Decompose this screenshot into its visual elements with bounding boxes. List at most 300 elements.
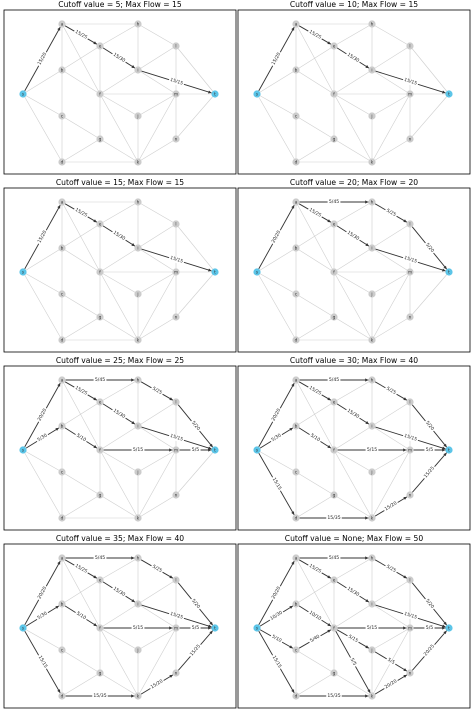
edge-d-g <box>296 492 336 518</box>
edge-h-l <box>136 21 176 46</box>
edge-g-k <box>332 492 372 518</box>
panel-title: Cutoff value = 10; Max Flow = 15 <box>289 0 419 9</box>
node-label-f: f <box>99 447 101 453</box>
flow-label-h-l <box>384 385 398 397</box>
flow-label-text: 5/20 <box>424 420 435 432</box>
flow-label-e-i <box>111 51 127 65</box>
node-label-j: j <box>137 647 139 653</box>
node-label-f: f <box>333 91 335 97</box>
edge-layer <box>23 199 215 340</box>
flow-label-b-f <box>307 609 323 623</box>
flow-label-text: 20/20 <box>271 408 283 423</box>
flow-label-text: 15/25 <box>423 466 436 480</box>
node-label-n: n <box>174 492 178 498</box>
node-label-b: b <box>60 601 64 607</box>
node-label-b: b <box>294 601 298 607</box>
node-label-j: j <box>371 647 373 653</box>
edge-layer <box>257 200 449 340</box>
edge-g-k <box>332 314 372 340</box>
flow-label-text: 5/20 <box>424 598 435 610</box>
node-label-s: s <box>21 91 25 97</box>
edge-s-b <box>23 245 64 272</box>
edge-e-h <box>334 21 374 46</box>
edge-s-d <box>255 91 296 162</box>
node-label-l: l <box>409 399 411 405</box>
panel-1 <box>4 0 236 174</box>
flow-label-h-l <box>150 385 164 397</box>
edge-s-b <box>257 67 298 94</box>
node-label-c: c <box>294 291 298 297</box>
node-label-m: m <box>173 269 179 275</box>
node-label-a: a <box>60 199 64 205</box>
edge-k-m <box>372 269 413 340</box>
node-label-h: h <box>370 377 374 383</box>
edge-s-c <box>21 447 62 472</box>
edge-f-i <box>100 245 139 272</box>
node-label-i: i <box>371 67 373 73</box>
node-label-f: f <box>333 625 335 631</box>
edge-b-e <box>296 221 336 248</box>
edge-i-l <box>138 43 177 70</box>
flow-label-text: 5/45 <box>328 199 340 205</box>
flow-label-i-t <box>402 77 419 88</box>
node-label-g: g <box>332 314 336 320</box>
node-label-i: i <box>371 245 373 251</box>
flow-arrowhead <box>169 626 172 629</box>
node-label-h: h <box>370 21 374 27</box>
edge-c-g <box>60 113 100 139</box>
flow-arrowhead <box>365 556 368 559</box>
flow-label-text: 5/5 <box>425 625 434 631</box>
edge-i-l <box>372 577 411 604</box>
flow-label-e-i <box>345 407 361 421</box>
edge-f-k <box>333 91 372 162</box>
flow-label-d-k <box>326 515 342 521</box>
edge-j-m <box>138 91 179 116</box>
flow-label-text: 15/15 <box>169 433 184 443</box>
node-label-c: c <box>294 647 298 653</box>
flow-label-text: 5/15 <box>132 447 144 453</box>
flow-label-s-a <box>36 229 49 246</box>
edge-layer <box>23 378 215 518</box>
node-label-e: e <box>332 43 336 49</box>
edge-b-e <box>296 399 336 426</box>
flow-label-n-t <box>422 643 437 659</box>
node-label-l: l <box>409 577 411 583</box>
node-label-d: d <box>60 693 64 699</box>
flow-label-k-n <box>149 678 165 691</box>
edge-d-g <box>62 136 102 162</box>
flow-label-a-e <box>73 562 90 575</box>
node-label-c: c <box>60 113 64 119</box>
flow-label-text: 5/45 <box>94 377 106 383</box>
flow-arrowhead <box>131 556 134 559</box>
flow-label-text: 20/20 <box>271 586 283 601</box>
edge-s-d <box>21 91 62 162</box>
flow-label-a-h <box>94 377 107 383</box>
node-label-m: m <box>173 91 179 97</box>
edge-d-g <box>62 670 102 696</box>
flow-label-text: 15/15 <box>403 255 418 265</box>
flow-label-text: 15/25 <box>307 207 322 219</box>
edge-c-g <box>60 291 100 317</box>
edge-g-k <box>332 670 372 696</box>
node-label-g: g <box>98 670 102 676</box>
node-label-l: l <box>175 43 177 49</box>
node-label-g: g <box>98 492 102 498</box>
edge-c-g <box>294 647 334 673</box>
edge-layer <box>257 378 447 519</box>
node-label-a: a <box>294 21 298 27</box>
edge-n-t <box>173 269 216 317</box>
node-label-g: g <box>332 670 336 676</box>
flow-label-text: 15/30 <box>111 52 126 64</box>
flow-label-text: 10/10 <box>307 610 322 622</box>
node-label-t: t <box>214 625 216 631</box>
edge-d-g <box>62 314 102 340</box>
node-label-i: i <box>137 245 139 251</box>
flow-label-s-b <box>269 432 283 444</box>
node-label-k: k <box>370 159 374 165</box>
flow-label-a-h <box>328 377 341 383</box>
flow-label-e-i <box>345 51 361 65</box>
node-label-g: g <box>98 314 102 320</box>
flow-label-text: 15/15 <box>36 655 48 670</box>
flow-label-text: 5/45 <box>328 555 340 561</box>
flow-label-a-e <box>73 384 90 397</box>
flow-label-f-m <box>132 447 145 453</box>
node-label-b: b <box>294 67 298 73</box>
edge-d-g <box>296 670 336 696</box>
flow-label-text: 15/15 <box>403 77 418 87</box>
edge-i-l <box>372 221 411 248</box>
node-label-n: n <box>408 670 412 676</box>
flow-label-text: 15/20 <box>271 52 283 67</box>
node-label-d: d <box>294 337 298 343</box>
flow-label-f-m <box>366 447 379 453</box>
node-label-n: n <box>408 136 412 142</box>
flow-label-n-t <box>422 465 437 481</box>
flow-label-text: 15/25 <box>73 563 88 575</box>
node-label-i: i <box>371 601 373 607</box>
node-label-b: b <box>60 245 64 251</box>
node-label-n: n <box>174 136 178 142</box>
node-label-e: e <box>332 221 336 227</box>
node-layer <box>253 376 452 521</box>
flow-label-text: 15/25 <box>73 29 88 41</box>
flow-label-text: 5/15 <box>347 634 359 645</box>
flow-label-m-t <box>424 447 434 453</box>
flow-label-text: 5/30 <box>270 433 283 444</box>
panel-5 <box>4 356 236 530</box>
flow-label-text: 5/30 <box>36 433 49 444</box>
edge-b-f <box>294 67 334 94</box>
node-label-c: c <box>60 469 64 475</box>
edge-s-d <box>21 269 62 340</box>
flow-label-j-n <box>385 656 397 667</box>
flow-label-text: 5/20 <box>424 242 435 254</box>
node-label-m: m <box>407 91 413 97</box>
panel-2 <box>238 0 470 174</box>
edge-n-t <box>407 91 450 139</box>
edge-layer <box>23 21 215 162</box>
edge-g-k <box>98 670 138 696</box>
flow-label-s-d <box>270 476 283 493</box>
node-label-m: m <box>407 269 413 275</box>
node-label-f: f <box>99 91 101 97</box>
flow-label-a-e <box>307 206 324 219</box>
node-label-f: f <box>99 269 101 275</box>
edge-f-j <box>333 269 372 294</box>
node-label-i: i <box>371 423 373 429</box>
flow-label-text: 15/25 <box>73 207 88 219</box>
panel-title: Cutoff value = 25; Max Flow = 25 <box>55 356 185 365</box>
edge-f-i <box>334 245 373 272</box>
node-label-a: a <box>294 377 298 383</box>
node-label-h: h <box>370 199 374 205</box>
edge-s-d <box>255 269 296 340</box>
edge-h-l <box>136 199 176 224</box>
edge-s-c <box>255 91 296 116</box>
flow-label-text: 15/15 <box>403 611 418 621</box>
edge-f-j <box>333 91 372 116</box>
node-label-l: l <box>175 221 177 227</box>
flow-arrowhead <box>131 378 134 381</box>
flow-label-s-a <box>270 407 283 424</box>
node-label-h: h <box>136 555 140 561</box>
edge-layer <box>23 556 213 697</box>
node-label-k: k <box>136 693 140 699</box>
flow-label-text: 15/15 <box>270 655 282 670</box>
edge-c-g <box>60 469 100 495</box>
flow-label-f-k <box>348 656 358 668</box>
edge-n-t <box>173 91 216 139</box>
flow-label-e-i <box>111 585 127 599</box>
node-label-t: t <box>448 625 450 631</box>
flow-label-s-b <box>35 610 49 622</box>
flow-label-i-t <box>402 433 419 444</box>
edge-b-e <box>62 221 102 248</box>
edge-layer <box>257 21 449 162</box>
edge-i-l <box>372 399 411 426</box>
flow-label-text: 15/30 <box>345 586 360 598</box>
edge-b-e <box>296 577 336 604</box>
edge-j-m <box>138 269 179 294</box>
node-label-c: c <box>294 113 298 119</box>
flow-label-a-e <box>307 384 324 397</box>
node-label-f: f <box>333 269 335 275</box>
node-label-k: k <box>136 159 140 165</box>
flow-label-text: 15/20 <box>37 230 49 245</box>
edge-k-m <box>138 269 179 340</box>
node-label-f: f <box>333 447 335 453</box>
flow-label-text: 15/15 <box>270 477 282 492</box>
panel-title: Cutoff value = 30; Max Flow = 40 <box>289 356 419 365</box>
node-label-m: m <box>407 447 413 453</box>
flow-label-text: 15/15 <box>403 433 418 443</box>
flow-label-k-n <box>383 500 399 513</box>
flow-label-text: 15/15 <box>169 77 184 87</box>
node-label-l: l <box>409 221 411 227</box>
edge-c-g <box>294 469 334 495</box>
node-label-k: k <box>136 515 140 521</box>
edge-k-n <box>372 314 412 340</box>
panel-7 <box>4 534 236 708</box>
flow-label-d-k <box>92 693 108 699</box>
node-label-d: d <box>294 515 298 521</box>
node-label-c: c <box>294 469 298 475</box>
flow-label-h-l <box>384 563 398 575</box>
node-label-e: e <box>332 399 336 405</box>
edge-f-k <box>99 91 138 162</box>
panel-title: Cutoff value = 15; Max Flow = 15 <box>55 178 185 187</box>
node-label-e: e <box>332 577 336 583</box>
node-label-a: a <box>60 377 64 383</box>
node-label-g: g <box>332 492 336 498</box>
flow-label-text: 15/30 <box>111 230 126 242</box>
flow-label-text: 5/5 <box>191 625 200 631</box>
flow-label-e-i <box>345 585 361 599</box>
flow-label-a-e <box>73 206 90 219</box>
edge-k-m <box>138 91 179 162</box>
node-label-m: m <box>173 447 179 453</box>
edge-c-g <box>60 647 100 673</box>
node-label-m: m <box>407 625 413 631</box>
flow-label-a-e <box>73 28 90 41</box>
edge-k-n <box>138 136 178 162</box>
flow-label-text: 15/35 <box>327 693 341 699</box>
flow-label-s-a <box>270 229 283 246</box>
flow-label-s-b <box>35 432 49 444</box>
edge-b-f <box>294 245 334 272</box>
flow-label-text: 5/5 <box>386 657 396 666</box>
flow-label-text: 5/10 <box>75 433 87 444</box>
flow-label-f-m <box>132 625 145 631</box>
flow-label-text: 15/35 <box>327 515 341 521</box>
flow-label-c-f <box>308 633 322 645</box>
flow-label-text: 15/25 <box>307 385 322 397</box>
node-label-j: j <box>371 291 373 297</box>
node-label-l: l <box>175 399 177 405</box>
flow-label-text: 5/25 <box>385 208 397 219</box>
edge-f-i <box>100 67 139 94</box>
flow-arrowhead <box>131 694 134 697</box>
node-label-t: t <box>214 269 216 275</box>
edge-f-j <box>99 91 138 116</box>
flow-arrowhead <box>403 448 406 451</box>
edge-s-b <box>23 67 64 94</box>
edge-d-g <box>296 314 336 340</box>
flow-arrowhead <box>365 694 368 697</box>
node-label-n: n <box>408 314 412 320</box>
flow-label-n-t <box>188 643 203 659</box>
flow-arrowhead <box>365 378 368 381</box>
node-label-f: f <box>99 625 101 631</box>
edge-b-e <box>296 43 336 70</box>
edge-g-k <box>98 136 138 162</box>
node-label-t: t <box>214 447 216 453</box>
flow-label-text: 15/30 <box>111 586 126 598</box>
flow-label-e-i <box>111 407 127 421</box>
node-label-n: n <box>174 670 178 676</box>
node-label-k: k <box>136 337 140 343</box>
flow-label-s-a <box>36 585 49 602</box>
edge-f-i <box>334 423 373 450</box>
flow-label-text: 15/35 <box>93 693 107 699</box>
node-label-k: k <box>370 515 374 521</box>
flow-label-h-l <box>384 207 398 219</box>
node-label-s: s <box>21 625 25 631</box>
flow-label-text: 15/20 <box>37 52 49 67</box>
node-label-j: j <box>371 113 373 119</box>
flow-label-m-t <box>190 447 200 453</box>
flow-label-h-l <box>150 563 164 575</box>
node-label-e: e <box>98 577 102 583</box>
edge-c-g <box>294 113 334 139</box>
node-label-n: n <box>408 492 412 498</box>
flow-label-s-a <box>270 51 283 68</box>
node-label-a: a <box>60 21 64 27</box>
flow-label-f-m <box>366 625 379 631</box>
edge-b-f <box>60 67 100 94</box>
node-label-b: b <box>294 245 298 251</box>
flow-label-text: 5/40 <box>309 634 321 645</box>
edge-g-k <box>332 136 372 162</box>
edge-f-i <box>334 601 373 628</box>
flow-label-k-n <box>383 678 399 691</box>
edge-n-t <box>407 269 450 317</box>
flow-label-text: 5/45 <box>94 555 106 561</box>
flow-label-m-t <box>190 625 200 631</box>
node-layer <box>19 198 218 343</box>
flow-label-text: 5/20 <box>190 598 201 610</box>
flow-label-text: 20/20 <box>271 230 283 245</box>
panel-4 <box>238 178 470 352</box>
edge-k-n <box>138 314 178 340</box>
panel-title: Cutoff value = 35; Max Flow = 40 <box>55 534 185 543</box>
flow-label-text: 5/45 <box>328 377 340 383</box>
flow-label-a-h <box>328 555 341 561</box>
flow-label-f-j <box>346 633 360 645</box>
node-label-s: s <box>255 625 259 631</box>
edge-layer <box>259 556 447 697</box>
flow-label-i-t <box>168 611 185 622</box>
node-label-i: i <box>137 601 139 607</box>
flow-label-b-f <box>74 432 88 444</box>
flow-label-text: 5/10 <box>309 433 321 444</box>
edge-g-k <box>98 492 138 518</box>
node-label-j: j <box>371 469 373 475</box>
node-label-s: s <box>255 269 259 275</box>
flow-label-i-t <box>402 611 419 622</box>
edge-f-k <box>333 269 372 340</box>
edge-i-l <box>138 577 177 604</box>
flow-label-text: 20/20 <box>37 408 49 423</box>
flow-label-s-a <box>36 407 49 424</box>
node-label-a: a <box>294 199 298 205</box>
node-label-g: g <box>332 136 336 142</box>
flow-label-s-d <box>270 654 283 671</box>
flow-label-e-i <box>111 229 127 243</box>
edge-h-l <box>370 21 410 46</box>
edge-e-h <box>100 199 140 224</box>
node-label-t: t <box>448 447 450 453</box>
node-label-s: s <box>255 447 259 453</box>
panel-8 <box>238 534 470 708</box>
flow-label-text: 15/20 <box>384 501 399 513</box>
node-label-s: s <box>255 91 259 97</box>
node-layer <box>19 554 218 699</box>
